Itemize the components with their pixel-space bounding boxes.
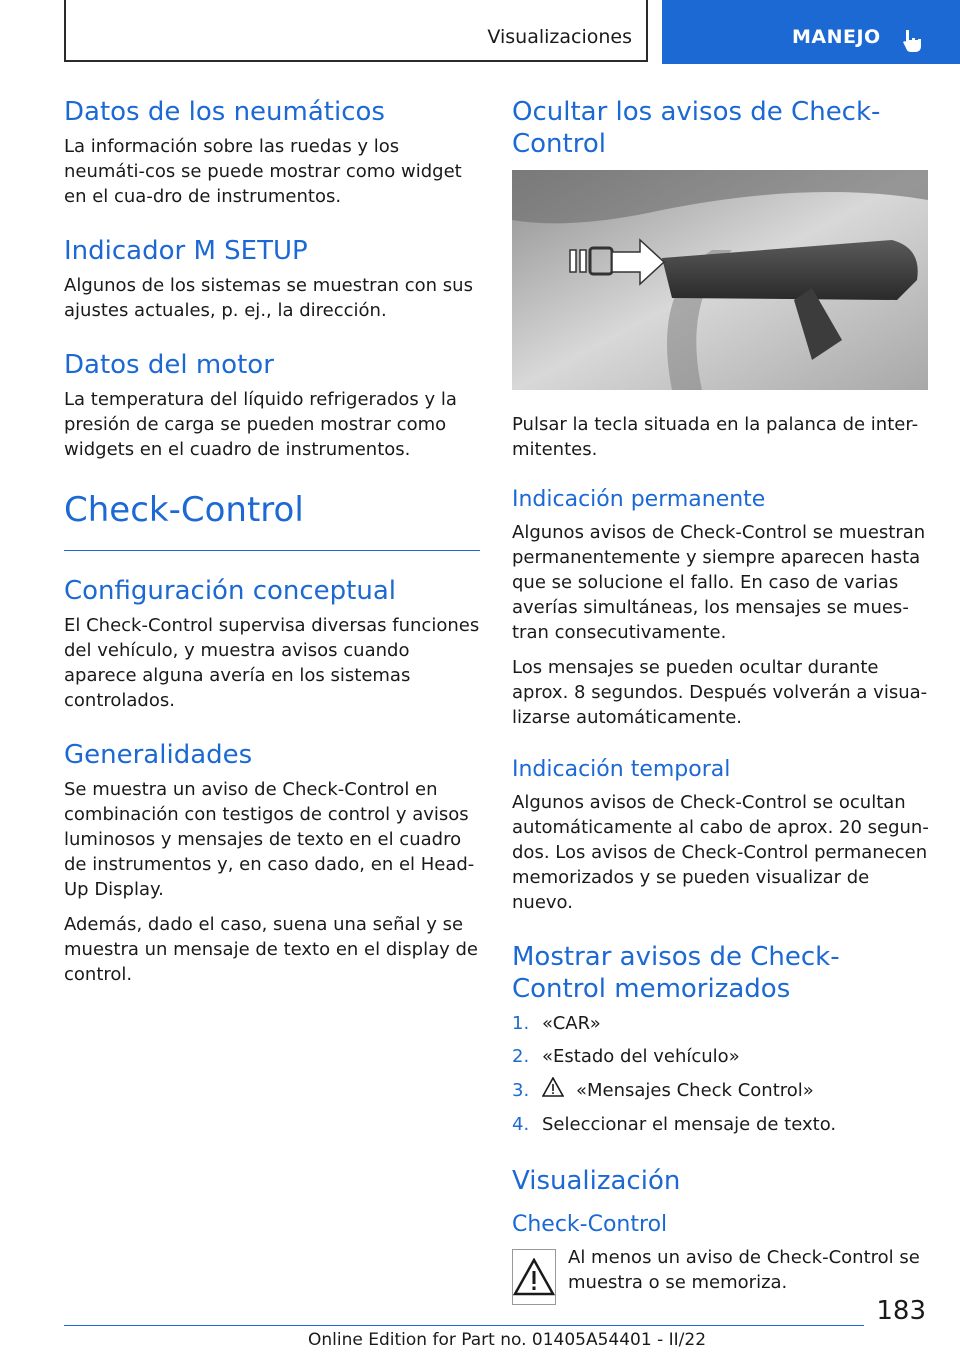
step-text: «Estado del vehículo» — [542, 1046, 740, 1067]
warning-triangle-icon — [512, 1249, 556, 1305]
check-control-title: Check-Control — [64, 490, 304, 530]
hand-pointer-icon — [900, 28, 926, 58]
steps-list — [512, 1011, 930, 1137]
general-text-1: Se muestra un aviso de Check-Control en combinación con testigos de control y avisos luminosos y mensajes de texto en el cuadro de instrumentos y, en caso dado, en el Head-Up Display. — [64, 779, 475, 900]
concept-heading: Configuración conceptual — [64, 576, 396, 606]
footer-divider — [64, 1325, 864, 1326]
check-control-text: Al menos un aviso de Check-Control se muestra o se memoriza. — [568, 1247, 920, 1293]
temporal-section — [512, 756, 930, 915]
header-chapter-label: MANEJO — [792, 26, 881, 48]
hide-text: Pulsar la tecla situada en la palanca de inter-mitentes. — [512, 414, 919, 460]
title-divider — [64, 550, 480, 551]
concept-text: El Check-Control supervisa diversas funciones del vehículo, y muestra avisos cuando aparece alguna avería en los sistemas controlados. — [64, 615, 480, 711]
temporal-heading: Indicación temporal — [512, 757, 731, 782]
engine-text: La temperatura del líquido refrigerados y la presión de carga se pueden mostrar como widgets en el cuadro de instrumentos. — [64, 389, 457, 460]
step-number: 2. — [512, 1046, 530, 1067]
step-text: «CAR» — [542, 1013, 601, 1034]
warning-triangle-icon — [542, 1077, 564, 1104]
check-control-subheading: Check-Control — [512, 1212, 668, 1237]
step-number: 1. — [512, 1013, 530, 1034]
general-heading: Generalidades — [64, 740, 253, 770]
permanent-heading: Indicación permanente — [512, 487, 766, 512]
right-column — [512, 96, 930, 1305]
tires-heading: Datos de los neumáticos — [64, 97, 385, 127]
msetup-heading: Indicador M SETUP — [64, 236, 308, 266]
step-2 — [512, 1044, 930, 1069]
permanent-section — [512, 486, 930, 730]
footer-edition: Online Edition for Part no. 01405A54401 - II/22 — [308, 1330, 707, 1350]
step-1 — [512, 1011, 930, 1036]
tires-text: La información sobre las ruedas y los neumáti-cos se puede mostrar como widget en el cua-dro de instrumentos. — [64, 136, 462, 207]
permanent-text-1: Algunos avisos de Check-Control se muestran permanentemente y siempre aparecen hasta que se solucione el fallo. En caso de varias averías simultáneas, los mensajes se mues-tran consecutivamente. — [512, 522, 926, 643]
general-section — [64, 739, 480, 987]
hide-heading: Ocultar los avisos de Check-Control — [512, 97, 881, 159]
msetup-section — [64, 235, 480, 323]
concept-section — [64, 575, 480, 713]
visualization-heading: Visualización — [512, 1166, 681, 1196]
check-control-row — [512, 1245, 930, 1305]
engine-heading: Datos del motor — [64, 350, 274, 380]
step-text: Seleccionar el mensaje de texto. — [542, 1114, 837, 1135]
permanent-text-2: Los mensajes se pueden ocultar durante aprox. 8 segundos. Después volverán a visua-lizarse automáticamente. — [512, 657, 928, 728]
header-chapter-tab[interactable] — [662, 0, 960, 64]
general-text-2: Además, dado el caso, suena una señal y se muestra un mensaje de texto en el display de control. — [64, 914, 478, 985]
step-4 — [512, 1112, 930, 1137]
header-section-box — [64, 0, 648, 62]
page-number: 183 — [876, 1296, 926, 1326]
engine-section — [64, 349, 480, 462]
step-text: «Mensajes Check Control» — [576, 1080, 814, 1101]
step-3 — [512, 1077, 930, 1104]
msetup-text: Algunos de los sistemas se muestran con sus ajustes actuales, p. ej., la dirección. — [64, 275, 473, 321]
step-number: 4. — [512, 1114, 530, 1135]
header-section-label: Visualizaciones — [487, 26, 632, 48]
tires-section — [64, 96, 480, 209]
turn-signal-lever-photo — [512, 170, 928, 390]
step-number: 3. — [512, 1080, 530, 1101]
left-column — [64, 96, 480, 1013]
temporal-text: Algunos avisos de Check-Control se ocultan automáticamente al cabo de aprox. 20 segun-dos. Los avisos de Check-Control permanecen memorizados y se pueden visualizar de nuevo. — [512, 792, 929, 913]
show-heading: Mostrar avisos de Check-Control memorizados — [512, 942, 840, 1004]
